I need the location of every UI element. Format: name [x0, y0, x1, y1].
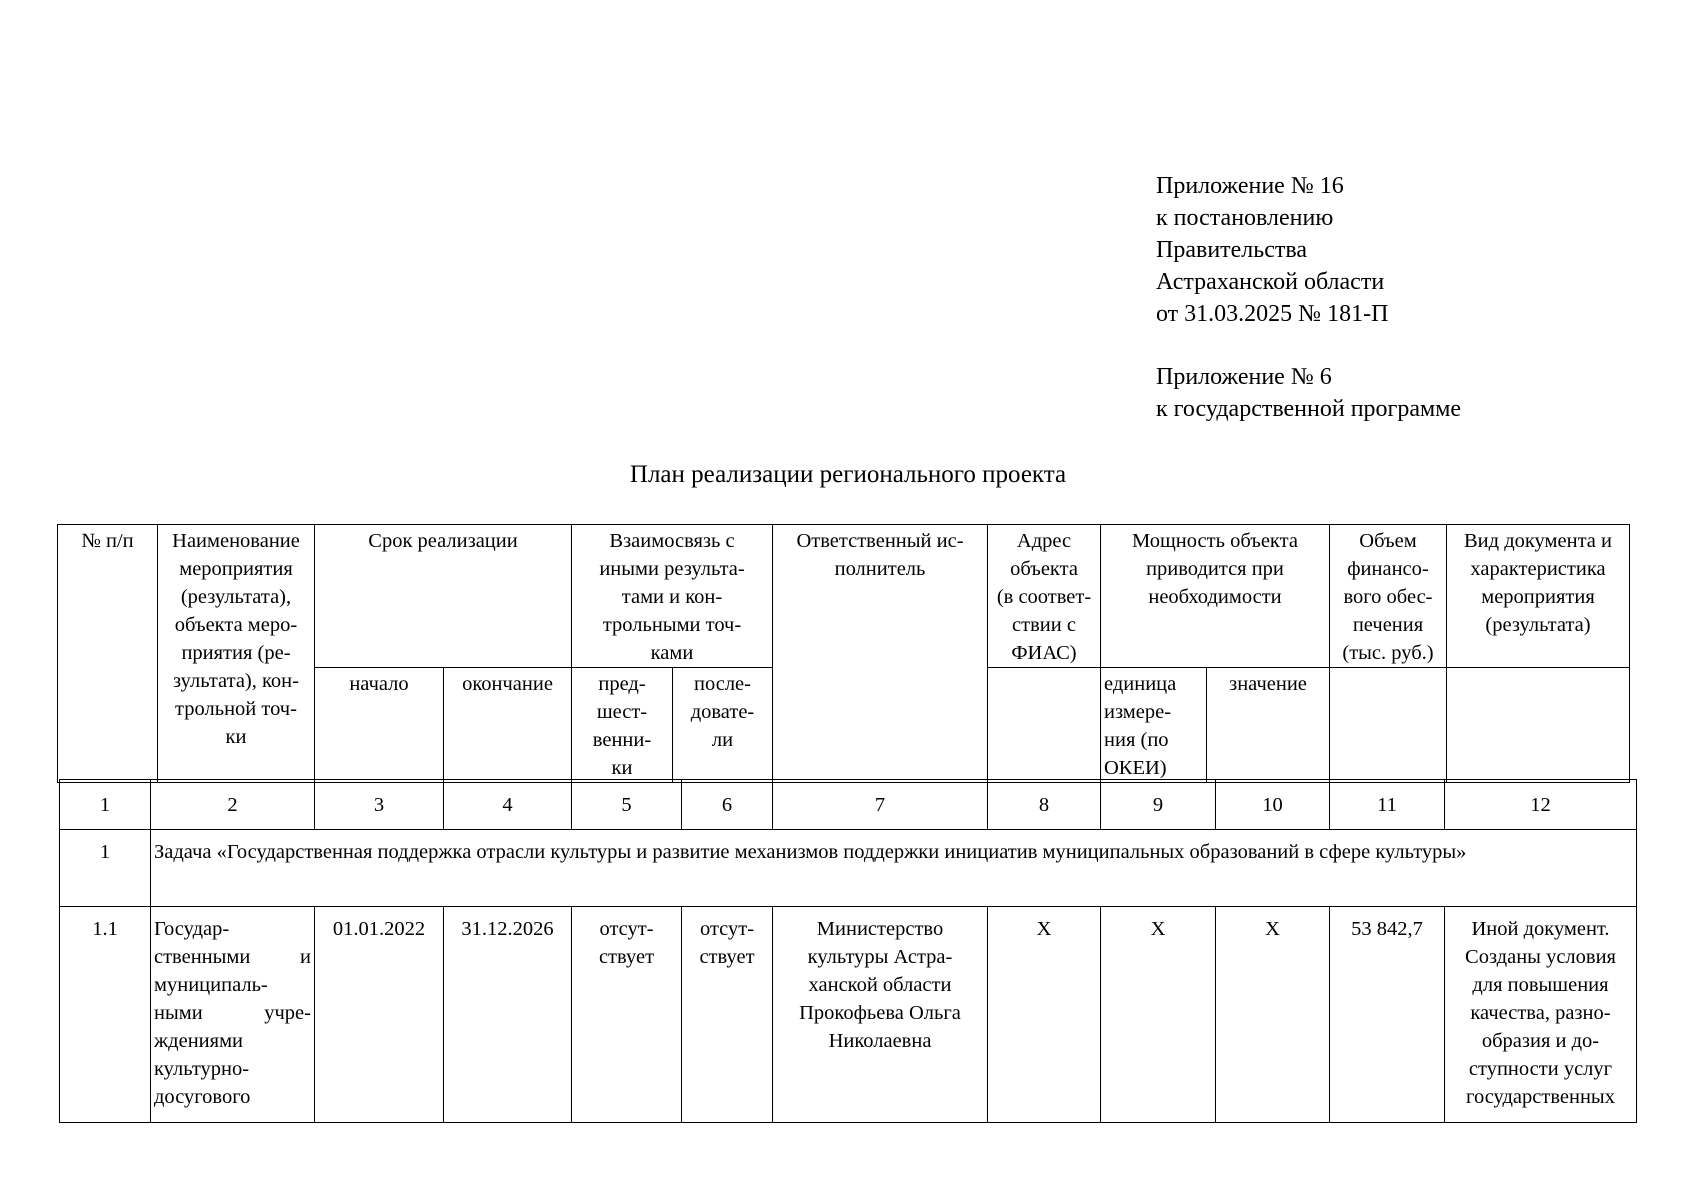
header-volume-line: финансо- [1347, 558, 1429, 580]
header-address-line: (в соответ- [996, 586, 1092, 608]
header-name-line: (результата), [180, 586, 292, 608]
column-numbers-row [60, 780, 1637, 830]
header-doc-line: мероприятия [1481, 586, 1595, 608]
annex-6-reference [1156, 361, 1461, 425]
header-doc-line: Вид документа и [1464, 530, 1612, 552]
row-name-line: ждениями [154, 1030, 244, 1052]
header-capacity [1101, 525, 1330, 668]
header-volume-line: Объем [1359, 530, 1417, 552]
header-next [673, 668, 773, 783]
header-doc-line: характеристика [1470, 558, 1606, 580]
header-executor-line: полнитель [834, 558, 926, 580]
header-next-line: довате- [690, 701, 755, 723]
row-doc-line: образия и до- [1481, 1030, 1600, 1052]
header-name-line: Наименование [172, 530, 300, 552]
header-address-line: объекта [1010, 558, 1078, 580]
header-name-line: ки [225, 726, 247, 748]
row-name [151, 907, 315, 1123]
column-number: 7 [773, 780, 988, 830]
column-number: 10 [1216, 780, 1330, 830]
row-executor-line: ханской области [808, 974, 952, 996]
header-name-line: мероприятия [179, 558, 293, 580]
header-unit-line: единица [1104, 673, 1177, 695]
header-unit [1101, 668, 1207, 783]
header-volume-line: (тыс. руб.) [1342, 642, 1434, 664]
row-value: Х [1216, 907, 1330, 1123]
column-number: 5 [572, 780, 682, 830]
header-address-line: ФИАС) [1011, 642, 1077, 664]
task-row [60, 830, 1637, 907]
header-address-line: ствии с [1012, 614, 1076, 636]
row-prev-line: ствует [598, 946, 655, 968]
column-number: 12 [1445, 780, 1637, 830]
header-unit-line: ОКЕИ) [1104, 757, 1167, 779]
annex-line: Приложение № 16 [1156, 173, 1344, 199]
task-text: Задача «Государственная поддержка отрасли культуры и развитие механизмов поддержки инициатив муниципальных образований в сфере культуры» [151, 830, 1637, 907]
header-volume-line: вого обес- [1343, 586, 1433, 608]
annex-16-reference [1156, 170, 1388, 330]
row-executor [773, 907, 988, 1123]
header-name-line: зультата), кон- [173, 670, 299, 692]
header-end: окончание [444, 668, 572, 783]
row-executor-line: Прокофьева Ольга [799, 1002, 961, 1024]
column-number: 3 [315, 780, 444, 830]
column-number: 9 [1101, 780, 1216, 830]
header-next-line: после- [694, 673, 751, 695]
header-executor-line: Ответственный ис- [796, 530, 964, 552]
row-number: 1.1 [60, 907, 151, 1123]
header-next-line: ли [711, 729, 734, 751]
header-address [988, 525, 1101, 668]
annex-line: Астраханской области [1156, 269, 1385, 295]
column-number: 11 [1330, 780, 1445, 830]
annex-line: от 31.03.2025 № 181-П [1156, 301, 1389, 327]
row-name-line: Государ- [154, 918, 230, 940]
header-capacity-line: необходимости [1148, 586, 1282, 608]
header-term: Срок реализации [315, 525, 572, 668]
row-doc-line: Иной документ. [1471, 918, 1610, 940]
column-number: 4 [444, 780, 572, 830]
row-executor-line: Министерство [816, 918, 944, 940]
header-name-line: трольной точ- [175, 698, 297, 720]
row-end-date: 31.12.2026 [444, 907, 572, 1123]
header-prev-line: шест- [596, 701, 648, 723]
header-prev [572, 668, 673, 783]
row-name-line: досугового [154, 1086, 251, 1108]
header-link [572, 525, 773, 668]
header-volume-empty [1330, 668, 1447, 783]
row-next-line: отсут- [699, 918, 755, 940]
row-prev-line: отсут- [599, 918, 654, 940]
header-link-line: трольными точ- [602, 614, 742, 636]
header-value: значение [1207, 668, 1330, 783]
header-prev-line: венни- [592, 729, 652, 751]
header-doc-line: (результата) [1485, 614, 1591, 636]
document-title: План реализации регионального проекта [629, 461, 1067, 488]
header-name-line: приятия (ре- [181, 642, 291, 664]
annex-line: Приложение № 6 [1156, 364, 1332, 390]
header-prev-line: пред- [598, 673, 646, 695]
row-start-date: 01.01.2022 [315, 907, 444, 1123]
header-prev-line: ки [611, 757, 633, 779]
header-address-line: Адрес [1016, 530, 1072, 552]
header-link-line: Взаимосвязь с [609, 530, 735, 552]
header-capacity-line: Мощность объекта [1132, 530, 1298, 552]
header-num: № п/п [58, 525, 158, 783]
row-name-line: ственными и [154, 946, 311, 968]
row-next [682, 907, 773, 1123]
header-name-line: объекта меро- [174, 614, 298, 636]
annex-line: к государственной программе [1156, 396, 1462, 422]
header-link-line: тами и кон- [621, 586, 723, 608]
header-start: начало [315, 668, 444, 783]
header-capacity-line: приводится при [1146, 558, 1284, 580]
row-prev [572, 907, 682, 1123]
row-doc-line: государственных [1466, 1086, 1615, 1108]
column-number: 8 [988, 780, 1101, 830]
column-number: 2 [151, 780, 315, 830]
row-executor-line: культуры Астра- [807, 946, 953, 968]
annex-line: Правительства [1156, 237, 1308, 263]
header-unit-line: ния (по [1104, 729, 1169, 751]
row-name-line: муниципаль- [154, 974, 268, 996]
header-name [158, 525, 315, 783]
header-link-line: ками [650, 642, 694, 664]
plan-table-body [59, 779, 1637, 1123]
column-number: 6 [682, 780, 773, 830]
header-volume-line: печения [1352, 614, 1424, 636]
header-doc [1447, 525, 1630, 668]
row-next-line: ствует [699, 946, 755, 968]
row-doc-line: ступности услуг [1468, 1058, 1613, 1080]
row-unit: Х [1101, 907, 1216, 1123]
header-address-empty [988, 668, 1101, 783]
header-unit-line: измере- [1104, 701, 1172, 723]
header-executor [773, 525, 988, 783]
annex-line: к постановлению [1156, 205, 1334, 231]
row-doc-line: Созданы условия [1465, 946, 1616, 968]
row-name-line: ными учре- [154, 1002, 311, 1024]
column-number: 1 [60, 780, 151, 830]
header-doc-empty [1447, 668, 1630, 783]
row-address: Х [988, 907, 1101, 1123]
row-name-line: культурно- [154, 1058, 250, 1080]
row-volume: 53 842,7 [1330, 907, 1445, 1123]
header-link-line: иными результа- [599, 558, 745, 580]
table-row [60, 907, 1637, 1123]
task-number: 1 [60, 830, 151, 907]
row-executor-line: Николаевна [828, 1030, 932, 1052]
plan-table-header [57, 524, 1630, 783]
row-doc [1445, 907, 1637, 1123]
row-doc-line: качества, разно- [1470, 1002, 1611, 1024]
row-doc-line: для повышения [1472, 974, 1609, 996]
header-volume [1330, 525, 1447, 668]
